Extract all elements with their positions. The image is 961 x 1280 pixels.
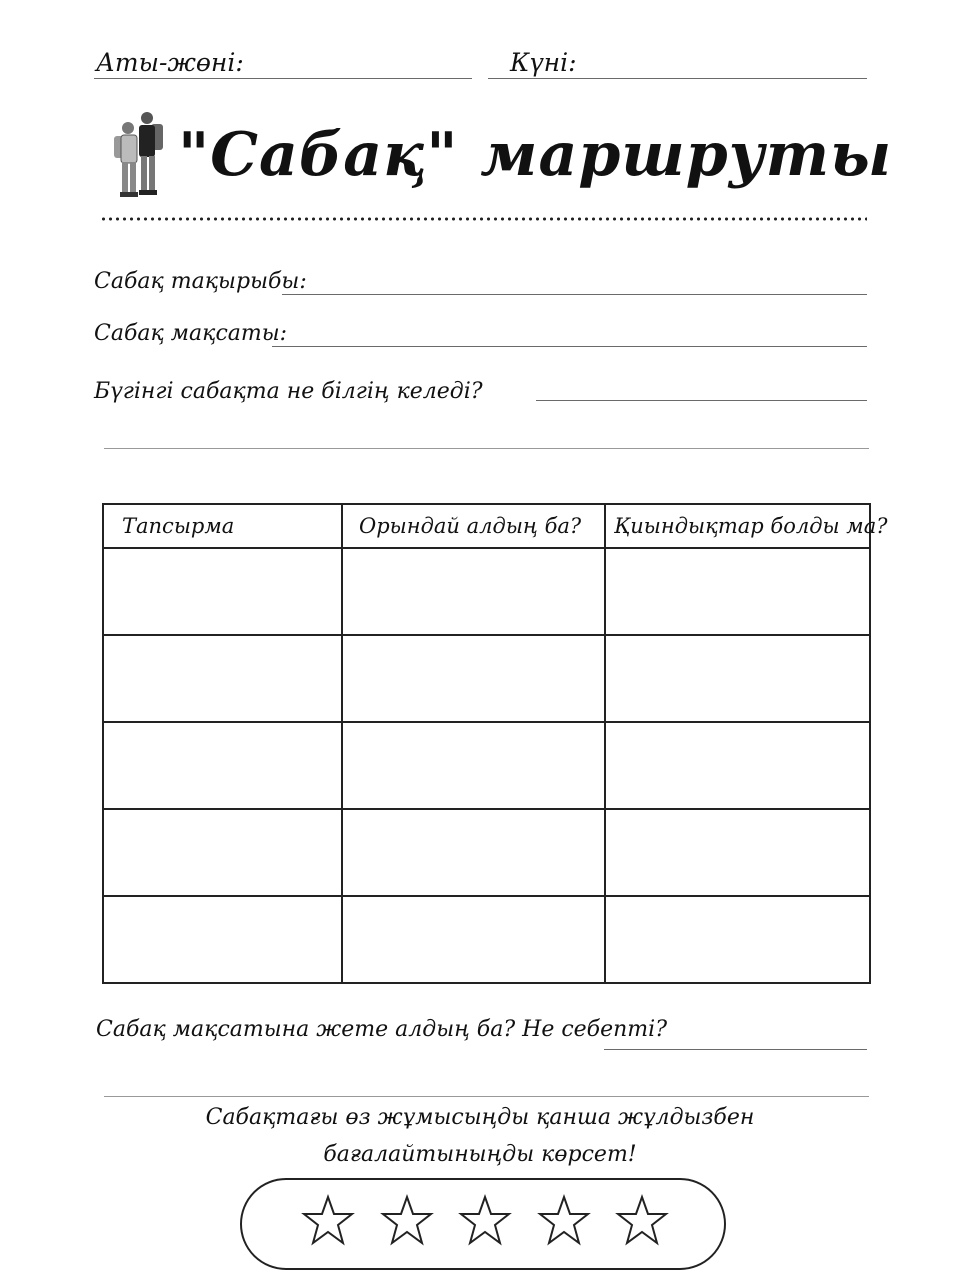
- date-field[interactable]: [488, 78, 867, 79]
- task-table: [102, 503, 888, 984]
- table-cell[interactable]: [342, 548, 605, 635]
- table-cell[interactable]: [605, 635, 870, 722]
- table-cell[interactable]: [342, 809, 605, 896]
- table-cell[interactable]: [103, 809, 342, 896]
- table-cell[interactable]: [342, 635, 605, 722]
- want-to-know-field-extra[interactable]: [104, 448, 869, 449]
- topic-field[interactable]: [282, 294, 867, 295]
- reflection-field[interactable]: [604, 1049, 867, 1050]
- table-cell[interactable]: [103, 635, 342, 722]
- table-cell[interactable]: [103, 548, 342, 635]
- rating-instruction-line2: бағалайтыныңды көрсет!: [323, 1142, 637, 1167]
- table-row: [103, 896, 870, 983]
- star-3-icon[interactable]: [457, 1193, 513, 1249]
- table-cell[interactable]: [103, 722, 342, 809]
- name-field[interactable]: [94, 78, 472, 79]
- page-title: "Сабақ" маршруты: [178, 120, 893, 190]
- header-difficulties: Қиындықтар болды ма?: [605, 504, 870, 548]
- star-1-icon[interactable]: [300, 1193, 356, 1249]
- hikers-icon: [106, 106, 168, 202]
- table-cell[interactable]: [605, 722, 870, 809]
- date-label: Күні:: [510, 48, 577, 77]
- goal-label: Сабақ мақсаты:: [94, 321, 288, 346]
- header-done: Орындай алдың ба?: [342, 504, 605, 548]
- table-row: [103, 635, 870, 722]
- table-header-row: [103, 504, 870, 548]
- reflection-field-extra[interactable]: [104, 1096, 869, 1097]
- table-cell[interactable]: [342, 896, 605, 983]
- table-cell[interactable]: [103, 896, 342, 983]
- table-row: [103, 548, 870, 635]
- title-divider: [100, 216, 867, 222]
- star-5-icon[interactable]: [614, 1193, 670, 1249]
- want-to-know-label: Бүгінгі сабақта не білгің келеді?: [94, 379, 483, 404]
- star-2-icon[interactable]: [379, 1193, 435, 1249]
- table-cell[interactable]: [605, 809, 870, 896]
- name-label: Аты-жөні:: [96, 48, 244, 77]
- want-to-know-field[interactable]: [536, 400, 867, 401]
- table-cell[interactable]: [605, 548, 870, 635]
- star-rating: [300, 1193, 670, 1253]
- table-row: [103, 722, 870, 809]
- rating-instruction-line1: Сабақтағы өз жұмысыңды қанша жұлдызбен: [205, 1105, 755, 1130]
- table-cell[interactable]: [605, 896, 870, 983]
- table-row: [103, 809, 870, 896]
- table-cell[interactable]: [342, 722, 605, 809]
- reflection-label: Сабақ мақсатына жете алдың ба? Не себепті?: [96, 1017, 667, 1042]
- goal-field[interactable]: [272, 346, 867, 347]
- topic-label: Сабақ тақырыбы:: [94, 269, 307, 294]
- header-task: Тапсырма: [103, 504, 342, 548]
- star-4-icon[interactable]: [536, 1193, 592, 1249]
